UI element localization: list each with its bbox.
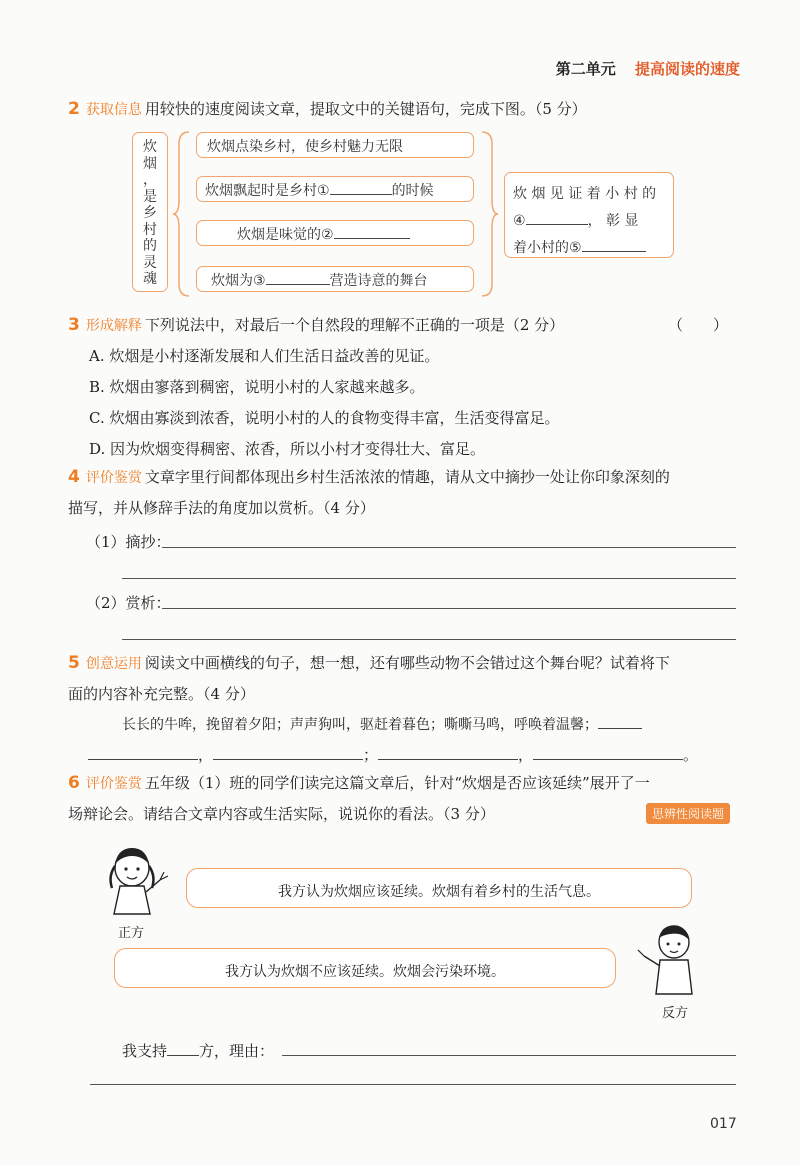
q4-label-2: （2）赏析： <box>86 594 171 612</box>
q6-badge: 思辨性阅读题 <box>646 803 730 824</box>
girl-illustration-icon <box>98 842 178 922</box>
q5-sep-3: ， <box>518 746 534 764</box>
q2-left-char: 乡 <box>143 205 157 221</box>
q2-left-char: 村 <box>143 221 157 238</box>
q5-text-2: 面的内容补充完整。（4 分） <box>68 685 255 703</box>
q2-left-char: ， <box>143 172 157 188</box>
q5-blank-4[interactable] <box>378 745 518 760</box>
q4-text-1: 文章字里行间都体现出乡村生活浓浓的情趣，请从文中摘抄一处让你印象深刻的 <box>144 468 670 486</box>
q2-right-line-3: 着小村的⑤ <box>513 240 582 256</box>
q3-option-c[interactable]: C. 炊烟由寡淡到浓香，说明小村的人的食物变得丰富，生活变得富足。 <box>89 409 560 427</box>
q4-answer-line-4[interactable] <box>122 639 736 640</box>
q2-left-char: 炊 <box>143 139 157 155</box>
q2-blank-2[interactable] <box>334 224 410 239</box>
q2-left-char: 灵 <box>143 254 157 271</box>
q5-sep-2: ； <box>363 746 379 764</box>
support-pre: 我支持 <box>122 1042 168 1060</box>
q2-item-3 <box>196 220 474 246</box>
reason-line-2[interactable] <box>90 1084 736 1085</box>
q3-option-b[interactable]: B. 炊烟由寥落到稠密，说明小村的人家越来越多。 <box>89 378 425 396</box>
topic-label: 提高阅读的速度 <box>634 60 740 78</box>
q3-number: 3 <box>68 315 80 335</box>
q2-left-char: 的 <box>143 238 157 254</box>
q2-item-2 <box>196 176 474 202</box>
q2-mark-4: ④ <box>513 213 526 229</box>
q3-stem <box>68 314 564 335</box>
q2-item-4-pre: 炊烟为③ <box>211 273 266 289</box>
q2-text: 用较快的速度阅读文章，提取文中的关键语句，完成下图。（5 分） <box>144 100 587 118</box>
left-brace-icon <box>171 130 193 298</box>
q6-stem <box>68 772 650 793</box>
q2-left-char: 魂 <box>143 271 157 287</box>
reason-line-1[interactable] <box>282 1055 736 1056</box>
q2-stem <box>68 98 587 119</box>
pro-bubble-text: 我方认为炊烟应该延续。炊烟有着乡村的生活气息。 <box>278 884 600 900</box>
page-number: 017 <box>710 1116 737 1132</box>
q4-answer-line-1[interactable] <box>162 547 736 548</box>
q6-tag: 评价鉴赏 <box>85 776 142 792</box>
q4-number: 4 <box>68 467 80 487</box>
q6-number: 6 <box>68 773 80 793</box>
q2-blank-1[interactable] <box>330 180 392 195</box>
q2-left-char: 烟 <box>143 155 157 172</box>
q5-blank-5[interactable] <box>533 745 683 760</box>
q2-blank-4[interactable] <box>526 210 588 225</box>
q2-right-box <box>504 172 674 258</box>
q2-blank-5[interactable] <box>582 237 646 252</box>
q6-text-2: 场辩论会。请结合文章内容或生活实际，说说你的看法。（3 分） <box>68 805 495 823</box>
con-label: 反方 <box>662 1006 689 1021</box>
pro-label: 正方 <box>118 926 145 941</box>
q6-text-1: 五年级（1）班的同学们读完这篇文章后，针对“炊烟是否应该延续”展开了一 <box>144 774 650 792</box>
q4-tag: 评价鉴赏 <box>85 470 142 486</box>
q2-right-line-1: 炊 烟 见 证 着 小 村 的 <box>513 186 657 202</box>
q5-number: 5 <box>68 653 80 673</box>
right-brace-icon <box>478 130 500 298</box>
support-post: 方，理由： <box>199 1042 275 1060</box>
q5-tag: 创意运用 <box>85 656 142 672</box>
q4-text-2: 描写，并从修辞手法的角度加以赏析。（4 分） <box>68 499 375 517</box>
q5-example <box>122 714 642 734</box>
boy-illustration-icon <box>630 920 706 1000</box>
q2-left-box <box>132 132 168 292</box>
q2-item-1-text: 炊烟点染乡村，使乡村魅力无限 <box>207 139 403 155</box>
support-line <box>122 1040 274 1061</box>
q5-sep-1: ， <box>198 746 214 764</box>
con-bubble-text: 我方认为炊烟不应该延续。炊烟会污染环境。 <box>225 964 505 980</box>
unit-label: 第二单元 <box>555 60 616 78</box>
q3-tag: 形成解释 <box>85 318 142 334</box>
q3-option-a[interactable]: A. 炊烟是小村逐渐发展和人们生活日益改善的见证。 <box>89 347 440 365</box>
q5-example-text: 长长的牛哞，挽留着夕阳；声声狗叫，驱赶着暮色；嘶嘶马鸣，呼唤着温馨； <box>122 717 598 733</box>
q5-blank-1[interactable] <box>598 714 642 729</box>
q4-stem <box>68 466 670 487</box>
pro-bubble <box>186 868 692 908</box>
q2-item-2-post: 的时候 <box>391 183 434 199</box>
q2-left-char: 是 <box>143 188 157 205</box>
q2-blank-3[interactable] <box>266 270 330 285</box>
q5-text-1: 阅读文中画横线的句子，想一想，还有哪些动物不会错过这个舞台呢？试着将下 <box>144 654 670 672</box>
q3-answer-paren[interactable]: （ ） <box>668 316 729 334</box>
q5-end: 。 <box>683 746 699 764</box>
q4-answer-line-3[interactable] <box>162 608 736 609</box>
q2-right-line-2-post: ， 彰 显 <box>587 213 639 229</box>
q5-blank-2[interactable] <box>88 745 198 760</box>
q2-item-4 <box>196 266 474 292</box>
q2-item-2-pre: 炊烟飘起时是乡村① <box>205 183 330 199</box>
q4-label-1: （1）摘抄： <box>86 533 171 551</box>
q5-stem <box>68 652 670 673</box>
q2-tag: 获取信息 <box>85 102 142 118</box>
q5-fill-line <box>88 744 698 765</box>
page-header <box>556 58 740 79</box>
q5-blank-3[interactable] <box>213 745 363 760</box>
q2-item-1 <box>196 132 474 158</box>
con-bubble <box>114 948 616 988</box>
q4-answer-line-2[interactable] <box>122 578 736 579</box>
q3-text: 下列说法中，对最后一个自然段的理解不正确的一项是（2 分） <box>144 316 565 334</box>
q2-number: 2 <box>68 99 80 119</box>
q2-item-4-post: 营造诗意的舞台 <box>329 273 428 289</box>
support-side-blank[interactable] <box>167 1041 199 1056</box>
q3-option-d[interactable]: D. 因为炊烟变得稠密、浓香，所以小村才变得壮大、富足。 <box>89 440 486 458</box>
q2-item-3-pre: 炊烟是味觉的② <box>237 227 334 243</box>
